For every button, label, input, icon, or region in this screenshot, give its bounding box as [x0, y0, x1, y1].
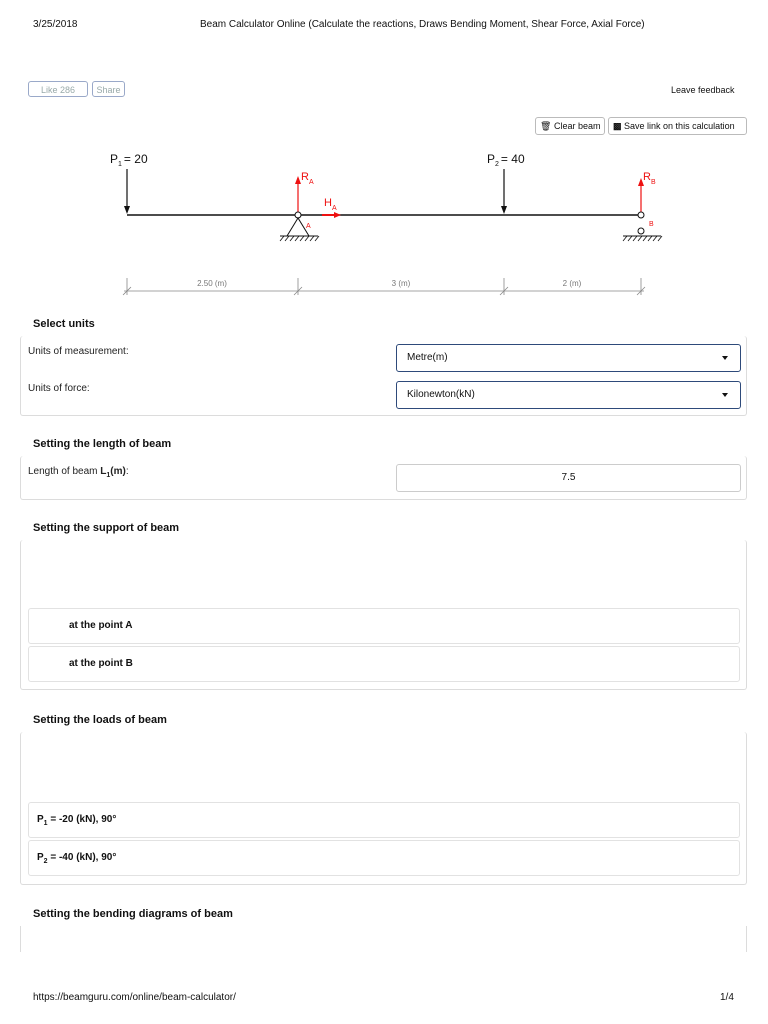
units-measurement-select[interactable] — [396, 344, 741, 372]
trash-icon: 🗑 — [540, 121, 552, 131]
chevron-down-icon — [722, 356, 728, 360]
beam-diagram — [0, 140, 768, 310]
bending-panel — [20, 926, 747, 952]
support-b-roller — [638, 228, 644, 234]
support-section-title: Setting the support of beam — [33, 522, 180, 534]
length-section-title: Setting the length of beam — [33, 438, 172, 450]
save-icon: ▩ — [613, 121, 622, 131]
share-button[interactable]: Share — [92, 81, 125, 97]
dimension-3: 2 (m) — [562, 279, 582, 288]
rb-label: $R_B$ — [643, 171, 656, 186]
p2-label: $P_2 = 40$ — [487, 152, 525, 168]
units-section-title: Select units — [33, 318, 95, 330]
units-measurement-label: Units of measurement: — [28, 346, 129, 357]
like-button[interactable]: Like 286 — [28, 81, 88, 97]
ra-label: $R_A$ — [301, 171, 314, 186]
p1-label: $P_1 = 20$ — [110, 152, 148, 168]
units-measurement-value: Metre(m) — [407, 352, 448, 363]
units-force-value: Kilonewton(kN) — [407, 389, 475, 400]
load-item-p1[interactable]: $P_1 = -20$ (kN), 90° — [28, 802, 740, 838]
dimension-2: 3 (m) — [391, 279, 411, 288]
footer-url: https://beamguru.com/online/beam-calculator/ — [33, 992, 236, 1003]
support-b-hatch — [623, 236, 662, 241]
dimension-1: 2.50 (m) — [197, 279, 227, 288]
load-item-p2[interactable]: $P_2 = -40$ (kN), 90° — [28, 840, 740, 876]
support-item-a[interactable]: at the point A — [28, 608, 740, 644]
p1-arrowhead — [124, 206, 130, 214]
support-b-pin — [638, 212, 644, 218]
print-date: 3/25/2018 — [33, 19, 78, 30]
point-a-label: A — [306, 223, 311, 230]
clear-beam-label: Clear beam — [553, 121, 601, 131]
length-label: Length of beam $L_1(m)$: — [28, 466, 129, 479]
save-link-label: Save link on this calculation — [624, 121, 735, 131]
support-a-hatch — [280, 236, 319, 241]
save-link-button[interactable] — [608, 117, 747, 135]
point-b-label: B — [649, 221, 654, 228]
ha-label: $H_A$ — [324, 197, 337, 212]
chevron-down-icon — [722, 393, 728, 397]
page-title: Beam Calculator Online (Calculate the reactions, Draws Bending Moment, Shear Force, Axial Force) — [200, 19, 645, 30]
clear-beam-button[interactable] — [535, 117, 605, 135]
leave-feedback-link[interactable]: Leave feedback — [671, 85, 735, 95]
units-force-label: Units of force: — [28, 383, 90, 394]
loads-section-title: Setting the loads of beam — [33, 714, 167, 726]
units-force-select[interactable] — [396, 381, 741, 409]
support-item-b[interactable]: at the point B — [28, 646, 740, 682]
p2-arrowhead — [501, 206, 507, 214]
footer-page-number: 1/4 — [720, 992, 734, 1003]
ha-arrowhead — [334, 212, 341, 218]
length-input[interactable]: 7.5 — [396, 464, 741, 492]
bending-section-title: Setting the bending diagrams of beam — [33, 908, 233, 920]
